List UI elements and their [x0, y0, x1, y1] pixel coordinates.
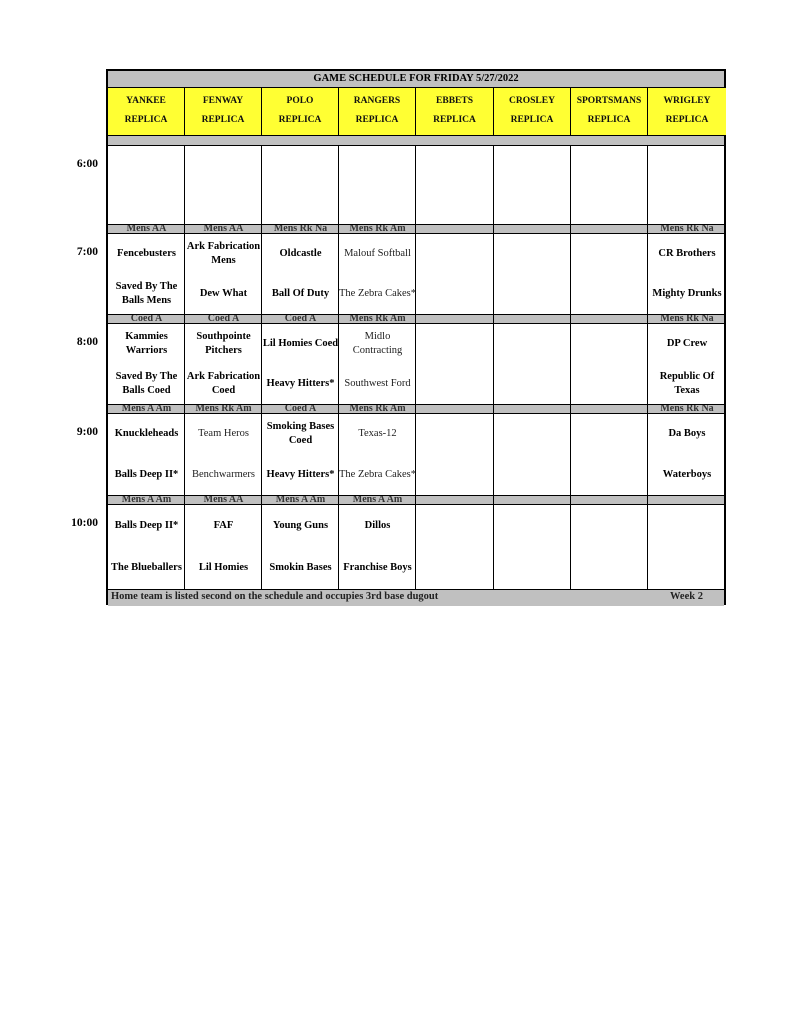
away-team: Ark Fabrication Mens: [186, 241, 261, 266]
field-name: EBBETS: [436, 96, 473, 106]
home-team: Smokin Bases: [269, 562, 332, 573]
division-label: [416, 315, 494, 323]
column-divider: [493, 414, 494, 495]
home-team: Franchise Boys: [343, 562, 412, 573]
division-label: [571, 405, 648, 413]
away-team: Malouf Softball: [344, 248, 411, 259]
away-team: FAF: [213, 520, 234, 531]
division-label: Mens AA: [203, 496, 244, 504]
field-subtitle: REPLICA: [665, 115, 709, 125]
field-name: RANGERS: [353, 96, 401, 106]
home-team: The Blueballers: [111, 562, 182, 573]
header-spacer: [108, 135, 724, 146]
away-team: Oldcastle: [279, 248, 322, 259]
time-label: 7:00: [76, 246, 98, 258]
column-divider: [493, 146, 494, 224]
home-team: Ark Fabrication Coed: [186, 371, 261, 396]
division-label: [494, 315, 571, 323]
home-team: Saved By The Balls Coed: [115, 371, 178, 396]
field-header-sportsmans: [571, 88, 648, 135]
division-label: Mens Rk Na: [273, 225, 328, 233]
field-subtitle: REPLICA: [510, 115, 554, 125]
division-label: Mens Rk Na: [660, 225, 714, 233]
footer-note: Home team is listed second on the schedule and occupies 3rd base dugout: [111, 591, 439, 602]
home-team: Benchwarmers: [192, 468, 255, 480]
schedule-title: GAME SCHEDULE FOR FRIDAY 5/27/2022: [108, 71, 724, 88]
division-label: Mens A Am: [352, 496, 403, 504]
column-divider: [493, 505, 494, 589]
column-divider: [570, 414, 571, 495]
division-label: [416, 225, 494, 233]
away-team: Lil Homies Coed: [262, 338, 339, 349]
column-divider: [570, 324, 571, 404]
division-label: [416, 496, 494, 504]
away-team: Team Heros: [198, 428, 249, 440]
division-label: Coed A: [284, 315, 317, 323]
column-divider: [184, 146, 185, 224]
column-divider: [493, 324, 494, 404]
home-team: Heavy Hitters*: [266, 378, 335, 389]
column-divider: [570, 234, 571, 314]
division-label: [494, 225, 571, 233]
home-team: Lil Homies: [198, 562, 249, 573]
home-team: Heavy Hitters*: [266, 468, 335, 480]
field-name: WRIGLEY: [663, 96, 711, 106]
home-team: Mighty Drunks: [652, 288, 722, 299]
division-label: [571, 225, 648, 233]
away-team: Fencebusters: [117, 248, 176, 259]
division-label: [416, 405, 494, 413]
field-subtitle: REPLICA: [124, 115, 168, 125]
division-label: Mens A Am: [121, 496, 172, 504]
division-label: [571, 496, 648, 504]
column-divider: [493, 234, 494, 314]
column-divider: [647, 505, 648, 589]
field-subtitle: REPLICA: [355, 115, 399, 125]
division-label: Mens Rk Na: [660, 405, 714, 413]
week-label: Week 2: [670, 591, 703, 602]
home-team: Ball Of Duty: [271, 288, 330, 299]
field-subtitle: REPLICA: [201, 115, 245, 125]
division-label: [494, 405, 571, 413]
away-team: DP Crew: [666, 338, 708, 349]
column-divider: [570, 146, 571, 224]
away-team: Smoking Bases Coed: [266, 421, 335, 447]
division-label: Mens AA: [203, 225, 244, 233]
time-label: 8:00: [76, 336, 98, 348]
home-team: The Zebra Cakes*: [339, 468, 416, 480]
column-divider: [647, 146, 648, 224]
division-label: Mens AA: [126, 225, 167, 233]
away-team: Texas-12: [358, 428, 397, 440]
away-team: Midlo Contracting: [352, 331, 403, 356]
division-label: Mens Rk Am: [349, 315, 406, 323]
field-subtitle: REPLICA: [433, 115, 476, 125]
away-team: Dillos: [364, 520, 391, 531]
schedule-table: [106, 69, 726, 605]
division-label: Coed A: [207, 315, 240, 323]
field-header-yankee: [108, 88, 185, 135]
home-team: Saved By The Balls Mens: [115, 281, 178, 306]
division-bar: [108, 314, 724, 324]
division-bar: [108, 404, 724, 414]
column-divider: [570, 505, 571, 589]
field-name: CROSLEY: [509, 96, 555, 106]
field-header-ebbets: [416, 88, 494, 135]
division-label: Mens A Am: [275, 496, 326, 504]
column-divider: [415, 146, 416, 224]
column-divider: [338, 146, 339, 224]
away-team: Young Guns: [272, 520, 329, 531]
division-label: Coed A: [130, 315, 163, 323]
division-bar: [108, 224, 724, 234]
field-header-crosley: [494, 88, 571, 135]
field-header-wrigley: [648, 88, 726, 135]
away-team: Southpointe Pitchers: [196, 331, 251, 356]
field-header-fenway: [185, 88, 262, 135]
field-name: YANKEE: [126, 96, 166, 106]
division-label: Mens Rk Am: [349, 405, 406, 413]
away-team: Kammies Warriors: [125, 331, 168, 356]
time-label: 6:00: [76, 158, 98, 170]
division-label: Mens Rk Na: [660, 315, 714, 323]
home-team: Balls Deep II*: [114, 468, 179, 480]
division-label: Coed A: [284, 405, 317, 413]
away-team: CR Brothers: [658, 248, 716, 259]
footer-bar: [108, 589, 724, 606]
field-subtitle: REPLICA: [278, 115, 322, 125]
division-label: [494, 496, 571, 504]
away-team: Balls Deep II*: [114, 520, 179, 531]
field-name: POLO: [286, 96, 314, 106]
division-label: Mens Rk Am: [195, 405, 252, 413]
division-label: [571, 315, 648, 323]
division-label: Mens A Am: [121, 405, 172, 413]
field-subtitle: REPLICA: [587, 115, 631, 125]
division-label: [648, 496, 726, 504]
home-team: Southwest Ford: [344, 378, 411, 389]
field-name: SPORTSMANS: [576, 96, 642, 106]
home-team: Republic Of Texas: [659, 371, 715, 396]
time-label: 9:00: [76, 426, 98, 438]
field-name: FENWAY: [202, 96, 244, 106]
home-team: Waterboys: [662, 468, 712, 480]
division-bar: [108, 495, 724, 505]
division-label: Mens Rk Am: [349, 225, 406, 233]
away-team: Da Boys: [668, 428, 706, 440]
time-label: 10:00: [71, 517, 98, 529]
column-divider: [261, 146, 262, 224]
field-header-polo: [262, 88, 339, 135]
field-header-rangers: [339, 88, 416, 135]
home-team: The Zebra Cakes*: [339, 288, 416, 299]
home-team: Dew What: [199, 288, 248, 299]
away-team: Knuckleheads: [114, 428, 179, 440]
